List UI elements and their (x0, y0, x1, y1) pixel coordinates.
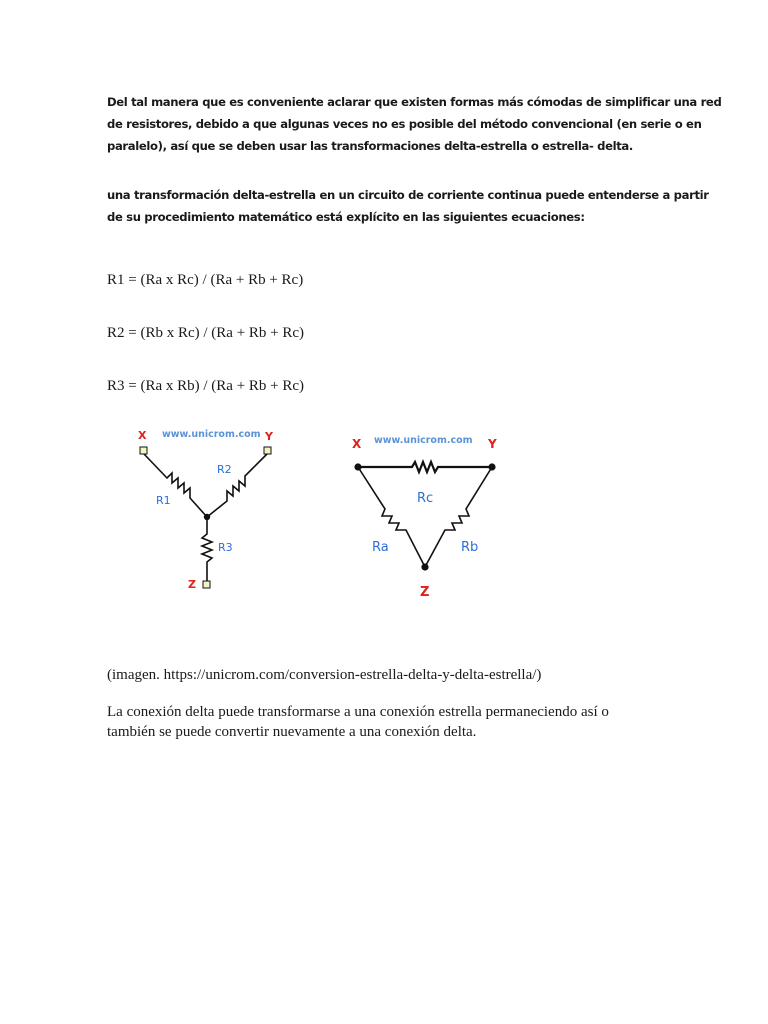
star-terminal-z (203, 581, 210, 588)
star-node-z-label: Z (188, 578, 196, 591)
transform-paragraph (107, 184, 709, 228)
delta-ra-label: Ra (372, 540, 389, 555)
star-node-x-label: X (138, 429, 147, 442)
delta-rb-label: Rb (461, 540, 479, 555)
resistor-ra (358, 467, 425, 567)
resistor-r1 (144, 454, 207, 517)
star-r2-label: R2 (217, 463, 232, 476)
star-center-node (204, 514, 210, 520)
intro-line: Del tal manera que es conveniente aclarar que existen formas más cómodas de simplificar una red (107, 95, 722, 109)
conclusion-paragraph (107, 702, 667, 742)
equation-r3: R3 = (Ra x Rb) / (Ra + Rb + Rc) (107, 378, 305, 394)
delta-node-z-label: Z (420, 585, 430, 600)
transform-line: una transformación delta-estrella en un circuito de corriente continua puede entenderse a partir (107, 188, 709, 202)
conclusion-line: también se puede convertir nuevamente a una conexión delta. (107, 724, 477, 740)
star-terminal-x (140, 447, 147, 454)
delta-node-z (421, 563, 428, 570)
delta-node-x-label: X (352, 437, 362, 451)
delta-rc-label: Rc (417, 491, 434, 506)
star-node-y-label: Y (265, 430, 273, 443)
circuit-figure (120, 420, 520, 610)
image-caption: (imagen. https://unicrom.com/conversion-estrella-delta-y-delta-estrella/) (107, 667, 542, 683)
resistor-r3 (202, 517, 212, 581)
intro-line: de resistores, debido a que algunas veces no es posible del método convencional (en serie o en (107, 117, 702, 131)
resistor-r2 (207, 454, 267, 517)
delta-node-y (488, 463, 495, 470)
equation-r1: R1 = (Ra x Rc) / (Ra + Rb + Rc) (107, 272, 304, 288)
star-r3-label: R3 (218, 541, 233, 554)
intro-line: paralelo), así que se deben usar las transformaciones delta-estrella o estrella- delta. (107, 139, 633, 153)
delta-watermark: www.unicrom.com (374, 435, 473, 446)
delta-network (352, 435, 497, 600)
delta-node-y-label: Y (488, 437, 497, 451)
star-r1-label: R1 (156, 494, 171, 507)
intro-paragraph (107, 91, 722, 157)
star-terminal-y (264, 447, 271, 454)
conclusion-line: La conexión delta puede transformarse a una conexión estrella permaneciendo así o (107, 704, 609, 720)
resistor-rb (425, 467, 492, 567)
equation-r2: R2 = (Rb x Rc) / (Ra + Rb + Rc) (107, 325, 305, 341)
star-watermark: www.unicrom.com (162, 429, 261, 440)
transform-line: de su procedimiento matemático está explícito en las siguientes ecuaciones: (107, 210, 585, 224)
star-network (138, 429, 274, 591)
resistor-rc (358, 462, 492, 472)
delta-node-x (354, 463, 361, 470)
